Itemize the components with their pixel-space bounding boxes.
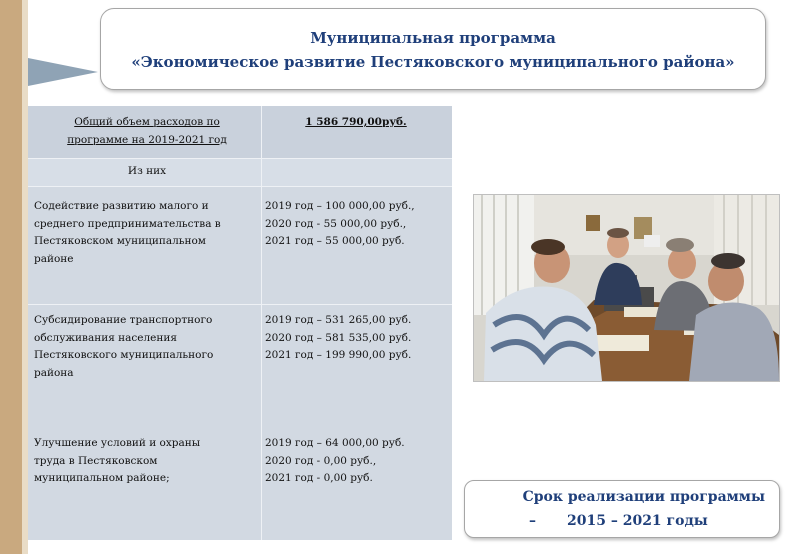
row-value-line: 2019 год – 64 000,00 руб. (265, 437, 405, 449)
title-line-2: «Экономическое развитие Пестяковского муниципального района» (131, 53, 735, 71)
row-name-line: муниципальном районе; (34, 472, 170, 484)
term-dash: – (529, 513, 536, 529)
row-name-line: труда в Пестяковском (34, 454, 158, 467)
term-years: 2015 – 2021 годы (567, 513, 708, 529)
row-value-line: 2019 год – 531 265,00 руб. (265, 314, 412, 326)
row-name-line: среднего предпринимательства в (34, 217, 221, 230)
header-total-label (36, 114, 258, 149)
row-value-line: 2021 год – 199 990,00 руб. (265, 349, 412, 361)
header-label-line: программе на 2019-2021 год (67, 133, 227, 146)
left-decor-stripe (0, 0, 22, 554)
row-name-line: районе (34, 252, 74, 265)
row-name-line: Содействие развитию малого и (34, 200, 209, 212)
row-value-line: 2019 год – 100 000,00 руб., (265, 200, 415, 212)
table-row-divider (28, 186, 452, 187)
row-name-transport (34, 312, 260, 382)
row-name-line: района (34, 366, 74, 379)
table-row-divider (28, 158, 452, 159)
row-value-line: 2021 год – 55 000,00 руб. (265, 235, 405, 247)
table-column-divider (261, 106, 262, 540)
row-name-line: Пестяковского муниципального (34, 349, 214, 361)
pointer-arrow-icon (28, 58, 98, 86)
title-box (100, 8, 766, 90)
meeting-photo-illustration (474, 195, 779, 381)
row-values-small-business (265, 198, 451, 251)
row-value-line: 2020 год – 581 535,00 руб. (265, 331, 412, 344)
row-values-transport (265, 312, 451, 365)
title-line-1: Муниципальная программа (310, 29, 556, 47)
row-value-line: 2020 год - 0,00 руб., (265, 454, 377, 467)
row-value-line: 2021 год - 0,00 руб. (265, 472, 373, 484)
term-title: Срок реализации программы (522, 489, 765, 505)
term-box (464, 480, 780, 538)
row-value-line: 2020 год - 55 000,00 руб., (265, 217, 407, 230)
budget-table (28, 106, 452, 540)
header-label-line: Общий объем расходов по (74, 116, 220, 128)
row-name-line: обслуживания населения (34, 331, 178, 344)
row-name-line: Пестяковском муниципальном (34, 235, 206, 247)
subheader-label: Из них (127, 165, 167, 177)
header-total-value: 1 586 790,00руб. (305, 116, 407, 128)
row-name-line: Улучшение условий и охраны (34, 437, 201, 449)
meeting-photo (473, 194, 780, 382)
row-name-labor-safety (34, 435, 260, 488)
row-name-line: Субсидирование транспортного (34, 314, 213, 326)
row-name-small-business (34, 198, 260, 268)
table-row-divider (28, 304, 452, 305)
row-values-labor-safety (265, 435, 451, 488)
